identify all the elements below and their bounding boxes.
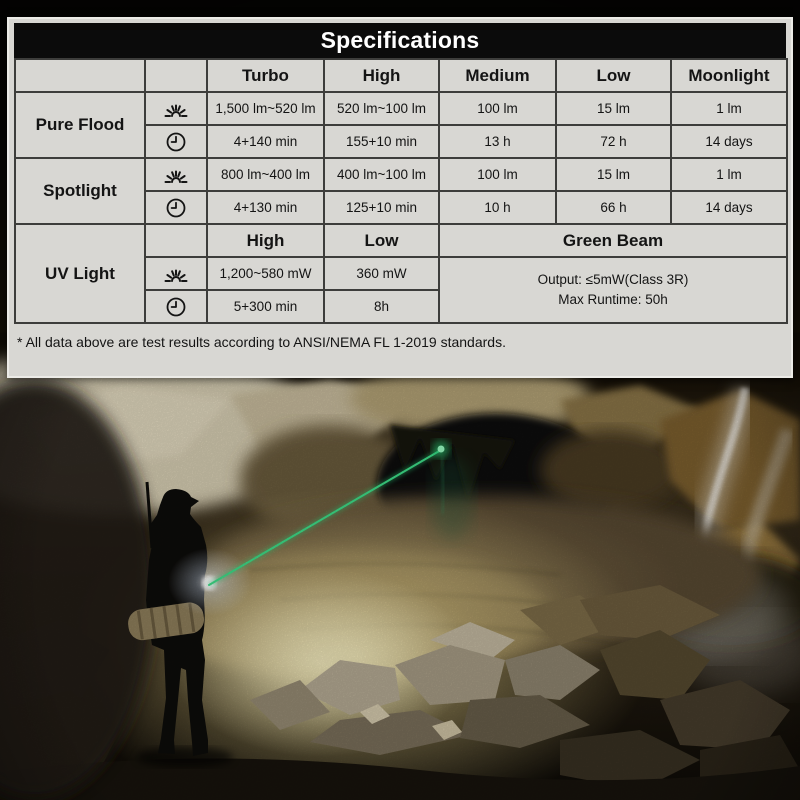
cell-spotlight-high-output: 400 lm~100 lm — [324, 158, 439, 191]
cell-pureflood-high-output: 520 lm~100 lm — [324, 92, 439, 125]
cell-blank-icon — [145, 224, 207, 257]
cell-pureflood-moonlight-output: 1 lm — [671, 92, 787, 125]
cell-spotlight-moonlight-output: 1 lm — [671, 158, 787, 191]
mode-header-medium: Medium — [439, 59, 556, 92]
spec-title-bar — [14, 23, 786, 58]
mode-header-turbo: Turbo — [207, 59, 324, 92]
cell-spotlight-moonlight-runtime: 14 days — [671, 191, 787, 224]
cell-pureflood-turbo-output: 1,500 lm~520 lm — [207, 92, 324, 125]
row-label-pure-flood: Pure Flood — [15, 92, 145, 158]
cell-pureflood-turbo-runtime: 4+140 min — [207, 125, 324, 158]
table-row — [15, 59, 787, 92]
cell-uv-low-output: 360 mW — [324, 257, 439, 290]
cell-spotlight-low-runtime: 66 h — [556, 191, 671, 224]
cell-pureflood-moonlight-runtime: 14 days — [671, 125, 787, 158]
cell-green-beam-info — [439, 257, 787, 323]
table-row — [15, 224, 787, 257]
uv-header-low: Low — [324, 224, 439, 257]
cell-spotlight-turbo-output: 800 lm~400 lm — [207, 158, 324, 191]
green-beam-output: Output: ≤5mW(Class 3R) — [537, 272, 689, 288]
cell-spotlight-low-output: 15 lm — [556, 158, 671, 191]
row-label-uv-light: UV Light — [15, 224, 145, 323]
brightness-icon — [145, 257, 207, 290]
spec-panel — [7, 17, 793, 378]
mode-header-low: Low — [556, 59, 671, 92]
mode-header-moonlight: Moonlight — [671, 59, 787, 92]
table-row — [15, 92, 787, 125]
brightness-icon — [145, 92, 207, 125]
cell-blank-icon — [145, 59, 207, 92]
cell-uv-high-runtime: 5+300 min — [207, 290, 324, 323]
cell-uv-high-output: 1,200~580 mW — [207, 257, 324, 290]
brightness-icon — [145, 158, 207, 191]
cell-spotlight-medium-output: 100 lm — [439, 158, 556, 191]
cell-pureflood-low-runtime: 72 h — [556, 125, 671, 158]
cell-pureflood-low-output: 15 lm — [556, 92, 671, 125]
cell-spotlight-turbo-runtime: 4+130 min — [207, 191, 324, 224]
clock-icon — [145, 290, 207, 323]
table-row — [15, 158, 787, 191]
spec-table — [14, 58, 788, 324]
cell-pureflood-high-runtime: 155+10 min — [324, 125, 439, 158]
cell-spotlight-medium-runtime: 10 h — [439, 191, 556, 224]
ansi-standards-footnote: * All data above are test results according to ANSI/NEMA FL 1-2019 standards. — [17, 334, 506, 350]
cell-pureflood-medium-output: 100 lm — [439, 92, 556, 125]
cell-blank-label — [15, 59, 145, 92]
cell-spotlight-high-runtime: 125+10 min — [324, 191, 439, 224]
cell-uv-low-runtime: 8h — [324, 290, 439, 323]
cell-pureflood-medium-runtime: 13 h — [439, 125, 556, 158]
spec-title: Specifications — [320, 27, 480, 53]
clock-icon — [145, 191, 207, 224]
row-label-spotlight: Spotlight — [15, 158, 145, 224]
uv-header-high: High — [207, 224, 324, 257]
uv-header-green-beam: Green Beam — [439, 224, 787, 257]
mode-header-high: High — [324, 59, 439, 92]
photo-grain — [0, 375, 800, 800]
clock-icon — [145, 125, 207, 158]
green-beam-runtime: Max Runtime: 50h — [558, 292, 668, 307]
